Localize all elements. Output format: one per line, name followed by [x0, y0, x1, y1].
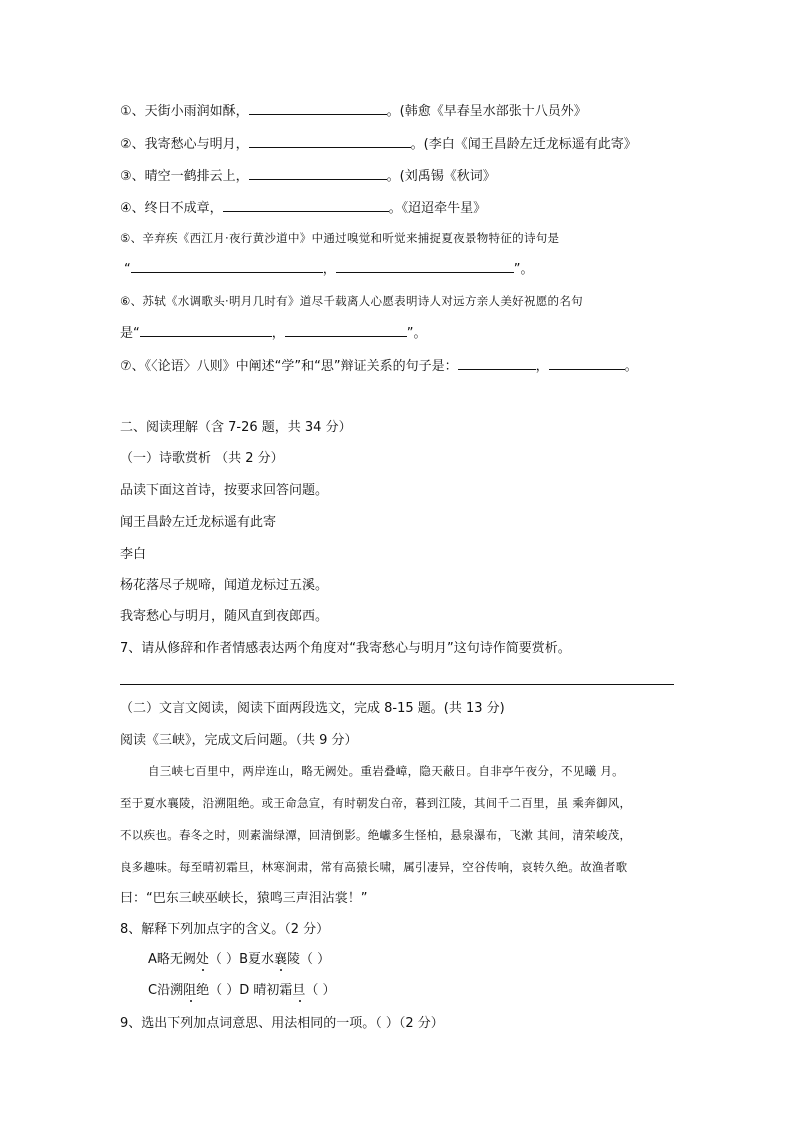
- question-6-line2: [120, 322, 427, 344]
- q8-b-tail: 陵: [287, 952, 301, 967]
- q6-prefix: 是“: [120, 326, 140, 341]
- poem-line-1: 杨花落尽子规啼，闻道龙标过五溪。: [120, 578, 329, 593]
- q5-comma: ，: [322, 262, 336, 277]
- passage-line-2: 至于夏水襄陵，沿溯阻绝。或王命急宣，有时朝发白帝，暮到江陵，其间千二百里，虽 乘奔御风，: [120, 796, 632, 810]
- q2-blank[interactable]: [249, 133, 411, 148]
- question-7-prompt: 7、请从修辞和作者情感表达两个角度对“我寄愁心与明月”这句诗作简要赏析。: [120, 641, 571, 656]
- question-5-line2: [124, 258, 534, 280]
- q8-d-answer-paren[interactable]: （ ）: [305, 983, 336, 998]
- question-4: [120, 197, 486, 219]
- passage-line-5: 曰：“巴东三峡巫峡长，猿鸣三声泪沾裳！”: [120, 891, 368, 906]
- q7-close: 。: [624, 359, 638, 374]
- q1-prefix: ①、天街小雨润如酥，: [120, 104, 249, 119]
- q2-prefix: ②、我寄愁心与明月，: [120, 137, 249, 152]
- question-2: [120, 133, 637, 155]
- q3-blank[interactable]: [249, 165, 387, 180]
- q4-suffix: 。《迢迢牵牛星》: [388, 201, 487, 216]
- classical-heading: （二）文言文阅读，阅读下面两段选文，完成 8-15 题。(共 13 分): [120, 701, 505, 716]
- q6-blank-1[interactable]: [140, 322, 272, 337]
- q2-suffix: 。(李白《闻王昌龄左迁龙标遥有此寄》: [410, 137, 637, 152]
- classical-sub-heading: 阅读《三峡》，完成文后问题。（共 9 分）: [120, 733, 358, 748]
- q1-suffix: 。(韩愈《早春呈水部张十八员外》: [386, 104, 587, 119]
- q8-b-dotted-char: 襄: [273, 952, 287, 967]
- poem-author: 李白: [120, 547, 147, 562]
- q7-blank-1[interactable]: [458, 355, 536, 370]
- q4-blank[interactable]: [223, 197, 389, 212]
- poetry-heading: （一）诗歌赏析 （共 2 分）: [120, 451, 284, 466]
- q8-a-answer-paren[interactable]: （ ）: [208, 952, 240, 967]
- q5-close-quote: ”。: [513, 262, 534, 277]
- poem-title: 闻王昌龄左迁龙标遥有此寄: [120, 515, 277, 530]
- q6-comma: ，: [271, 326, 285, 341]
- q3-prefix: ③、晴空一鹤排云上，: [120, 169, 249, 184]
- q8-row-1: [148, 950, 330, 970]
- question-7-fill: [120, 355, 638, 377]
- q3-suffix: 。(刘禹锡《秋词》: [386, 169, 496, 184]
- q5-blank-1[interactable]: [131, 258, 323, 273]
- question-9-prompt: 9、选出下列加点词意思、用法相同的一项。（ ）（2 分）: [120, 1016, 444, 1031]
- q8-b-answer-paren[interactable]: （ ）: [300, 952, 331, 967]
- q6-blank-2[interactable]: [285, 322, 407, 337]
- q8-row-2: [148, 981, 336, 1001]
- q1-blank[interactable]: [249, 100, 387, 115]
- q8-a-dotted-char: 处: [195, 952, 209, 967]
- passage-line-3: 不以疾也。春冬之时，则素湍绿潭，回清倒影。绝巘多生怪柏，悬泉瀑布，飞漱 其间，清荣峻茂，: [120, 828, 632, 842]
- poetry-instruction: 品读下面这首诗，按要求回答问题。: [120, 483, 329, 498]
- question-5-line1: ⑤、辛弃疾《西江月·夜行黄沙道中》中通过嗅觉和听觉来捕捉夏夜景物特征的诗句是: [120, 231, 560, 245]
- q5-open-quote: “: [124, 262, 131, 277]
- q5-blank-2[interactable]: [336, 258, 514, 273]
- q8-c-label: C沿溯: [148, 983, 184, 998]
- question-3: [120, 165, 496, 187]
- q7-fill-text: ⑦、《〈论语〉八则》中阐述“学”和“思”辩证关系的句子是：: [120, 359, 458, 374]
- question-1: [120, 100, 587, 122]
- poem-line-2: 我寄愁心与明月，随风直到夜郎西。: [120, 609, 329, 624]
- section-2-heading: 二、阅读理解（含 7-26 题，共 34 分）: [120, 420, 352, 435]
- q8-c-dotted-char: 阻: [183, 983, 197, 998]
- question-8-prompt: 8、解释下列加点字的含义。（2 分）: [120, 922, 330, 937]
- q7-answer-line[interactable]: [120, 684, 674, 685]
- q6-close: ”。: [406, 326, 427, 341]
- q7-comma: ，: [535, 359, 549, 374]
- q8-c-tail: 绝: [196, 983, 210, 998]
- q8-d-dotted-char: 旦: [292, 983, 306, 998]
- q8-a-label: A略无阙: [148, 952, 196, 967]
- q8-d-label: D 晴初霜: [239, 983, 293, 998]
- q8-b-label: B夏水: [239, 952, 274, 967]
- passage-line-1: 自三峡七百里中，两岸连山，略无阙处。重岩叠嶂，隐天蔽日。自非亭午夜分，不见曦 月。: [148, 764, 624, 778]
- q4-prefix: ④、终日不成章，: [120, 201, 223, 216]
- q8-c-answer-paren[interactable]: （ ）: [209, 983, 240, 998]
- q7-blank-2[interactable]: [549, 355, 625, 370]
- question-6-line1: ⑥、苏轼《水调歌头·明月几时有》道尽千载离人心愿表明诗人对远方亲人美好祝愿的名句: [120, 294, 583, 308]
- passage-line-4: 良多趣味。每至晴初霜旦，林寒涧肃，常有高猿长啸，属引凄异，空谷传响，哀转久绝。故渔者歌: [120, 860, 628, 874]
